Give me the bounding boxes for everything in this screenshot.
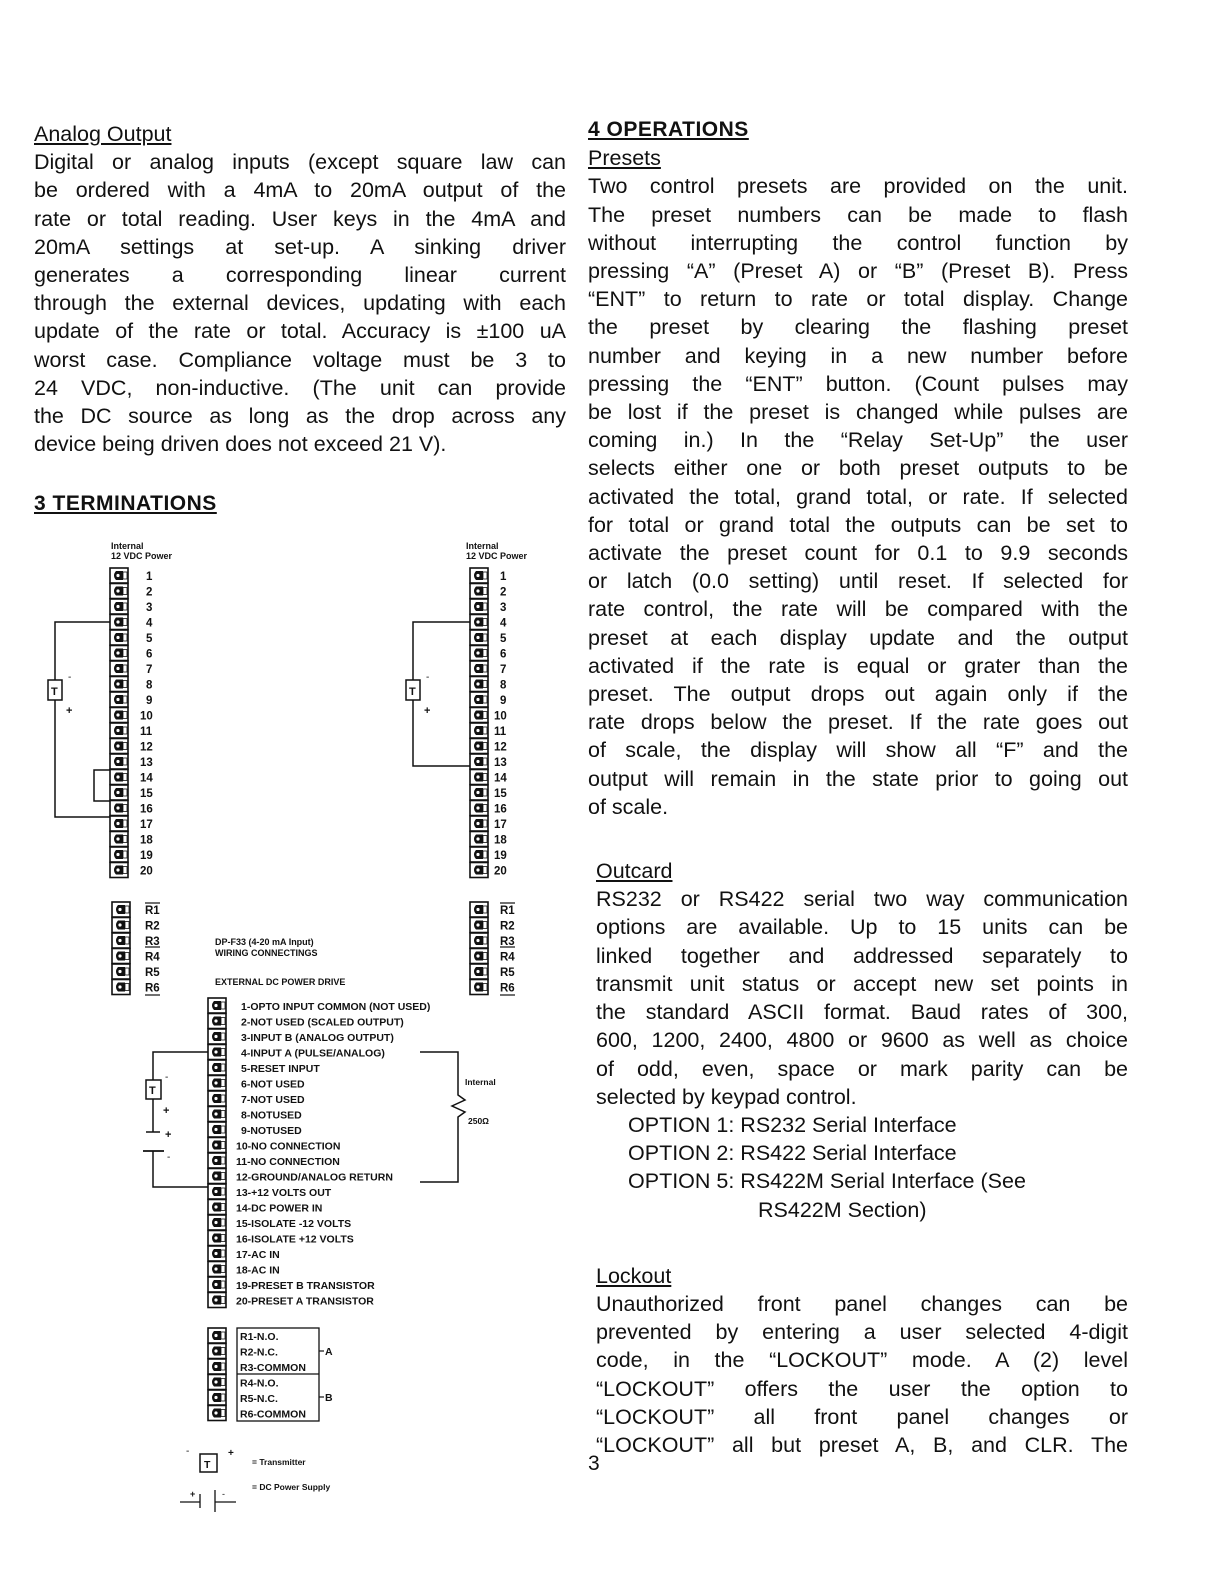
power-label: Internal [111, 541, 144, 551]
right-terminal-block [406, 541, 528, 995]
terminal-number: 9 [146, 695, 153, 707]
relay-description: R6-COMMON [240, 1408, 306, 1421]
text-line: linked together and addressed separately to [596, 943, 1128, 968]
text-line: of scale, the display will show all “F” and the [588, 738, 1128, 763]
relay-number: R3 [500, 936, 515, 948]
svg-text:-: - [165, 1072, 169, 1083]
terminal-number: 7 [500, 664, 507, 676]
relay-number: R4 [145, 951, 160, 964]
svg-text:+: + [66, 705, 73, 717]
text-line: Unauthorized front panel changes can be [596, 1291, 1128, 1316]
terminal-number: 8 [146, 679, 153, 692]
transmitter-label: T [409, 686, 416, 698]
text-line: pressing “A” (Preset A) or “B” (Preset B). Press [588, 259, 1128, 284]
power-label: 12 VDC Power [466, 551, 528, 561]
terminal-description: 17-AC IN [236, 1249, 280, 1261]
option-item: OPTION 1: RS232 Serial Interface [628, 1112, 957, 1137]
terminal-number: 16 [494, 803, 507, 816]
relay-description: R3-COMMON [240, 1362, 306, 1374]
terminal-number: 18 [140, 834, 153, 847]
terminal-number: 12 [140, 741, 153, 754]
terminal-number: 3 [500, 602, 507, 614]
terminal-description: 20-PRESET A TRANSISTOR [236, 1295, 374, 1308]
diagram-title-line: WIRING CONNECTINGS [215, 948, 318, 958]
terminal-number: 17 [140, 819, 153, 831]
terminal-number: 15 [140, 788, 153, 800]
text-line: rate control, the rate will be compared with the [588, 597, 1128, 622]
terminal-number: 4 [146, 617, 153, 630]
relay-group-label: B [325, 1392, 333, 1404]
terminal-description: 1-OPTO INPUT COMMON (NOT USED) [241, 1001, 431, 1013]
terminal-number: 7 [146, 664, 153, 676]
terminal-number: 3 [146, 602, 153, 614]
transmitter-label: T [149, 1085, 156, 1097]
svg-text:-: - [426, 672, 430, 683]
text-line: The preset numbers can be made to flash [588, 202, 1128, 227]
text-line: activated if the rate is equal or grater than the [588, 653, 1128, 678]
text-line: rate drops below the preset. If the rate goes out [588, 710, 1128, 735]
text-line: Digital or analog inputs (except square law can [34, 150, 566, 175]
presets-heading: Presets [588, 146, 661, 171]
text-line: 600, 1200, 2400, 4800 or 9600 as well as choice [596, 1028, 1128, 1053]
diagram-legend [180, 1446, 330, 1512]
terminal-number: 15 [494, 788, 507, 800]
option-item: OPTION 2: RS422 Serial Interface [628, 1141, 957, 1166]
text-line: “ENT” to return to rate or total display. Change [588, 287, 1128, 312]
text-line: be lost if the preset is changed while pulses are [588, 400, 1128, 425]
text-line: 20mA settings at set-up. A sinking driver [34, 234, 566, 259]
terminal-number: 12 [494, 741, 507, 754]
terminal-number: 2 [500, 586, 507, 599]
terminal-description: 7-NOT USED [241, 1094, 305, 1106]
terminal-description: 13-+12 VOLTS OUT [236, 1187, 332, 1199]
text-line: prevented by entering a user selected 4-digit [596, 1320, 1128, 1345]
terminal-description: 5-RESET INPUT [241, 1063, 320, 1075]
text-line: of odd, even, space or mark parity can be [596, 1056, 1128, 1081]
text-line: Two control presets are provided on the unit. [588, 174, 1128, 199]
transmitter-label: T [51, 686, 58, 698]
right-column [588, 116, 1128, 1459]
lockout-heading: Lockout [596, 1263, 672, 1288]
diagram-title-line: DP-F33 (4-20 mA Input) [215, 937, 314, 947]
terminal-number: 20 [140, 865, 153, 878]
text-line: pressing the “ENT” button. (Count pulses may [588, 371, 1128, 396]
text-line: output will remain in the state prior to going out [588, 766, 1128, 791]
terminal-number: 5 [146, 633, 153, 645]
analog-output-heading: Analog Output [34, 122, 172, 146]
text-line: preset. The output drops out again only if the [588, 682, 1128, 707]
terminal-number: 19 [494, 850, 507, 862]
terminal-description: 3-INPUT B (ANALOG OUTPUT) [241, 1032, 394, 1044]
terminal-description: 4-INPUT A (PULSE/ANALOG) [241, 1047, 385, 1060]
relay-group-label: A [325, 1346, 333, 1358]
relay-number: R1 [145, 905, 160, 917]
text-line: number and keying in a new number before [588, 343, 1128, 368]
text-line: the standard ASCII format. Baud rates of 300, [596, 1000, 1128, 1025]
relay-number: R2 [145, 920, 160, 933]
internal-label: Internal [465, 1077, 496, 1087]
page-number: 3 [588, 1452, 600, 1475]
outcard-heading: Outcard [596, 859, 673, 884]
power-label: Internal [466, 541, 499, 551]
relay-number: R6 [500, 982, 515, 995]
relay-description: R2-N.C. [240, 1346, 278, 1359]
terminal-description: 9-NOTUSED [241, 1125, 302, 1137]
terminal-number: 20 [494, 865, 507, 878]
text-line: RS232 or RS422 serial two way communication [596, 887, 1128, 912]
text-line: without interrupting the control function by [588, 230, 1128, 255]
terminal-number: 5 [500, 633, 507, 645]
terminal-number: 1 [146, 571, 153, 583]
text-line: of scale. [588, 794, 669, 819]
terminal-number: 19 [140, 850, 153, 862]
relay-description: R5-N.C. [240, 1393, 278, 1405]
relay-number: R4 [500, 951, 515, 964]
text-line: preset at each display update and the output [588, 625, 1128, 650]
terminal-number: 14 [140, 772, 153, 785]
terminal-description: 2-NOT USED (SCALED OUTPUT) [241, 1016, 404, 1029]
terminal-description: 15-ISOLATE -12 VOLTS [236, 1218, 352, 1230]
bottom-terminal-block [143, 998, 496, 1512]
legend-minus: - [186, 1446, 190, 1457]
terminal-description: 18-AC IN [236, 1264, 280, 1277]
relay-number: R3 [145, 936, 160, 948]
text-line: selected by keypad control. [596, 1084, 857, 1109]
text-line: coming in.) In the “Relay Set-Up” the user [588, 428, 1128, 453]
terminal-number: 6 [500, 648, 507, 661]
option-continuation: RS422M Section) [758, 1197, 927, 1222]
terminal-number: 13 [140, 757, 153, 769]
terminal-number: 18 [494, 834, 507, 847]
text-line: code, in the “LOCKOUT” mode. A (2) level [596, 1348, 1128, 1373]
svg-text:-: - [222, 1489, 225, 1499]
terminal-number: 11 [494, 726, 507, 738]
svg-text:+: + [163, 1105, 170, 1117]
terminal-description: 14-DC POWER IN [236, 1202, 323, 1215]
text-line: activated the total, grand total, or rate. If selected [588, 484, 1128, 509]
svg-text:+: + [190, 1489, 196, 1499]
relay-number: R6 [145, 982, 160, 995]
terminal-number: 9 [500, 695, 507, 707]
relay-number: R2 [500, 920, 515, 933]
text-line: generates a corresponding linear current [34, 263, 566, 288]
text-line: “LOCKOUT” offers the user the option to [596, 1376, 1128, 1401]
text-line: through the external devices, updating with each [34, 291, 566, 316]
legend-dc-supply: = DC Power Supply [252, 1482, 331, 1492]
terminal-number: 10 [140, 710, 153, 723]
svg-text:-: - [68, 672, 72, 683]
legend-plus: + [228, 1448, 234, 1459]
terminal-number: 1 [500, 571, 507, 583]
text-line: the preset by clearing the flashing preset [588, 315, 1128, 340]
terminal-description: 16-ISOLATE +12 VOLTS [236, 1233, 354, 1246]
presets-body [588, 172, 1128, 821]
text-line: update of the rate or total. Accuracy is ±100 uA [34, 319, 566, 344]
svg-text:+: + [165, 1129, 172, 1141]
terminal-number: 17 [494, 819, 507, 831]
relay-description: R1-N.O. [240, 1331, 279, 1343]
operations-heading: 4 OPERATIONS [588, 118, 749, 141]
terminal-number: 16 [140, 803, 153, 816]
terminal-number: 10 [494, 710, 507, 723]
terminal-description: 19-PRESET B TRANSISTOR [236, 1280, 375, 1292]
terminal-number: 11 [140, 726, 153, 738]
terminal-number: 6 [146, 648, 153, 661]
terminal-number: 4 [500, 617, 507, 630]
relay-number: R5 [145, 967, 160, 979]
terminal-description: 8-NOTUSED [241, 1109, 302, 1122]
text-line: “LOCKOUT” all but preset A, B, and CLR. The [596, 1432, 1128, 1457]
terminal-description: 11-NO CONNECTION [236, 1156, 340, 1168]
text-line: transmit unit status or accept new set points in [596, 971, 1128, 996]
legend-transmitter: = Transmitter [252, 1457, 306, 1467]
text-line: selects either one or both preset outputs to be [588, 456, 1128, 481]
terminal-number: 2 [146, 586, 153, 599]
text-line: for total or grand total the outputs can be set to [588, 512, 1128, 537]
terminal-description: 6-NOT USED [241, 1078, 305, 1091]
svg-text:-: - [167, 1152, 171, 1163]
terminations-heading: 3 TERMINATIONS [34, 492, 217, 516]
text-line: 24 VDC, non-inductive. (The unit can provide [34, 375, 566, 400]
relay-number: R5 [500, 967, 515, 979]
power-label: 12 VDC Power [111, 551, 173, 561]
text-line: options are available. Up to 15 units can be [596, 915, 1128, 940]
text-line: or latch (0.0 setting) until reset. If selected for [588, 569, 1128, 594]
terminal-description: 10-NO CONNECTION [236, 1140, 341, 1153]
svg-text:+: + [424, 705, 431, 717]
terminal-number: 8 [500, 679, 507, 692]
text-line: activate the preset count for 0.1 to 9.9 seconds [588, 541, 1128, 566]
text-line: rate or total reading. User keys in the 4mA and [34, 206, 566, 231]
resistor-label: 250Ω [468, 1116, 489, 1126]
left-terminal-block [48, 541, 173, 995]
transmitter-label: T [204, 1459, 211, 1471]
text-line: worst case. Compliance voltage must be 3 to [34, 347, 566, 372]
option-item: OPTION 5: RS422M Serial Interface (See [628, 1169, 1026, 1194]
terminal-number: 13 [494, 757, 507, 769]
wiring-diagram [0, 0, 600, 1584]
text-line: be ordered with a 4mA to 20mA output of the [34, 178, 566, 203]
relay-description: R4-N.O. [240, 1377, 279, 1390]
text-line: “LOCKOUT” all front panel changes or [596, 1404, 1128, 1429]
relay-number: R1 [500, 905, 515, 917]
text-line: the DC source as long as the drop across any [34, 404, 566, 429]
diagram-title-line: EXTERNAL DC POWER DRIVE [215, 977, 346, 987]
dc-supply-legend-icon [180, 1489, 236, 1512]
diagram-title [215, 937, 345, 987]
text-line: device being driven does not exceed 21 V). [34, 432, 447, 457]
terminal-description: 12-GROUND/ANALOG RETURN [236, 1171, 393, 1184]
terminal-number: 14 [494, 772, 507, 785]
